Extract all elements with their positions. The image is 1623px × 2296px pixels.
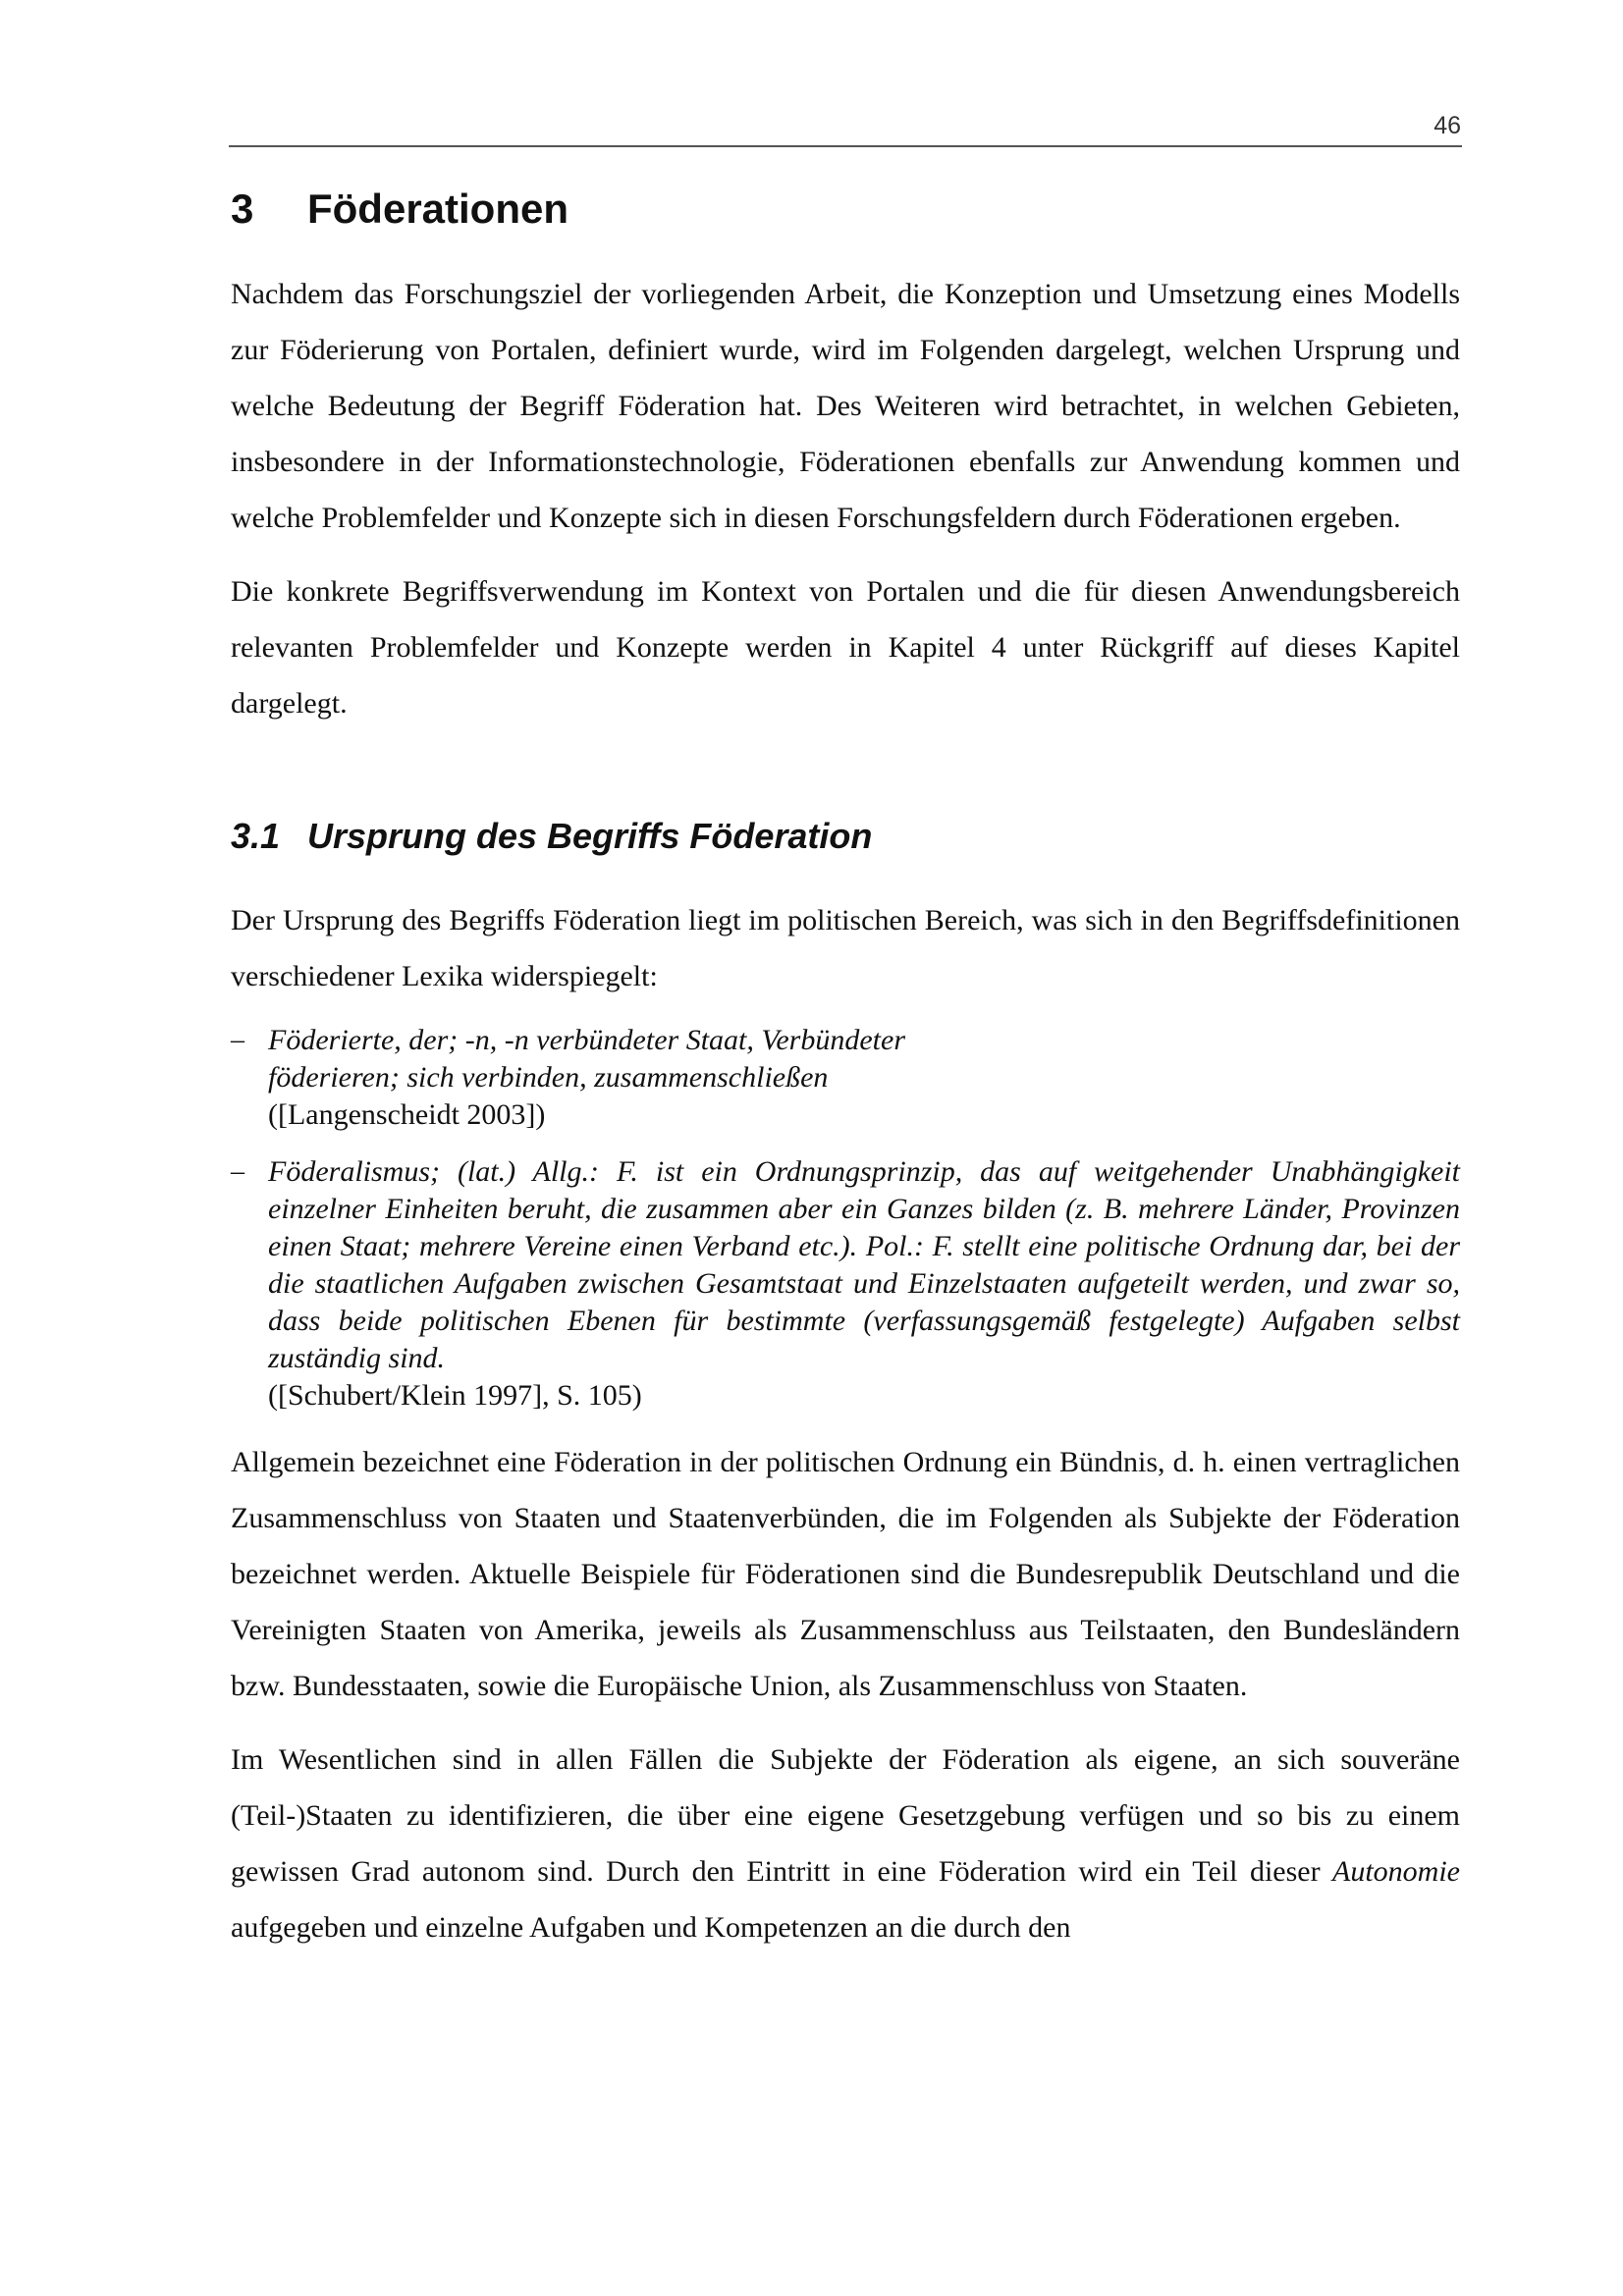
definition-citation: ([Langenscheidt 2003]) xyxy=(268,1098,546,1132)
page-number: 46 xyxy=(1434,112,1461,139)
definition-quote xyxy=(268,1022,1460,1096)
definition-item xyxy=(231,1022,1460,1134)
intro-paragraph-2: Die konkrete Begriffsverwendung im Kontext von Portalen und die für diesen Anwendungsbereich relevanten Problemfelder und Konzepte werden in Kapitel 4 unter Rückgriff auf dieses Kapitel dargelegt. xyxy=(231,574,1460,720)
definition-item xyxy=(231,1153,1460,1415)
definition-list xyxy=(231,1022,1460,1415)
chapter-number: 3 xyxy=(231,186,254,232)
body-paragraph-1: Allgemein bezeichnet eine Föderation in der politischen Ordnung ein Bündnis, d. h. einen vertraglichen Zusammenschluss von Staaten und Staatenverbünden, die im Folgenden als Subjekte der Föderation bezeichnet werden. Aktuelle Beispiele für Föderationen sind die Bundesrepublik Deutschland und die Vereinigten Staaten von Amerika, jeweils als Zusammenschluss aus Teilstaaten, den Bundesländern bzw. Bundesstaaten, sowie die Europäische Union, als Zusammenschluss von Staaten. xyxy=(231,1446,1460,1703)
bullet-dash: – xyxy=(231,1025,244,1056)
chapter-title: Föderationen xyxy=(307,186,569,232)
chapter-heading xyxy=(231,183,1460,237)
page-content xyxy=(231,183,1460,1973)
intro-paragraph-1: Nachdem das Forschungsziel der vorliegenden Arbeit, die Konzeption und Umsetzung eines Modells zur Föderierung von Portalen, definiert wurde, wird im Folgenden dargelegt, welchen Ursprung und welche Bedeutung der Begriff Föderation hat. Des Weiteren wird betrachtet, in welchen Gebieten, insbesondere in der Informationstechnologie, Föderationen ebenfalls zur Anwendung kommen und welche Problemfelder und Konzepte sich in diesen Forschungsfeldern durch Föderationen ergeben. xyxy=(231,277,1460,534)
emphasized-term: Autonomie xyxy=(1332,1855,1460,1889)
definition-citation: ([Schubert/Klein 1997], S. 105) xyxy=(268,1379,642,1413)
definition-line: Föderierte, der; -n, -n verbündeter Staat, Verbündeter xyxy=(268,1024,905,1057)
section-intro-paragraph: Der Ursprung des Begriffs Föderation liegt im politischen Bereich, was sich in den Begriffsdefinitionen verschiedener Lexika widerspiegelt: xyxy=(231,904,1460,993)
section-heading xyxy=(231,814,1460,860)
definition-line: föderieren; sich verbinden, zusammenschließen xyxy=(268,1061,829,1095)
bullet-dash: – xyxy=(231,1156,244,1188)
paragraph-text: aufgegeben und einzelne Aufgaben und Kompetenzen an die durch den xyxy=(231,1911,1071,1945)
section-number: 3.1 xyxy=(231,815,281,856)
paragraph-text: Im Wesentlichen sind in allen Fällen die Subjekte der Föderation als eigene, an sich souveräne (Teil-)Staaten zu identifizieren, die über eine eigene Gesetzgebung verfügen und so bis zu einem gewissen Grad autonom sind. Durch den Eintritt in eine Föderation wird ein Teil dieser xyxy=(231,1743,1460,1889)
header-rule xyxy=(229,145,1462,147)
section-title: Ursprung des Begriffs Föderation xyxy=(307,815,873,856)
definition-quote: Föderalismus; (lat.) Allg.: F. ist ein Ordnungsprinzip, das auf weitgehender Unabhängigkeit einzelner Einheiten beruht, die zusammen aber ein Ganzes bilden (z. B. mehrere Länder, Provinzen einen Staat; mehrere Vereine einen Verband etc.). Pol.: F. stellt eine politische Ordnung dar, bei der die staatlichen Aufgaben zwischen Gesamtstaat und Einzelstaaten aufgeteilt werden, und zwar so, dass beide politischen Ebenen für bestimmte (verfassungsgemäß festgelegte) Aufgaben selbst zuständig sind. xyxy=(268,1155,1460,1375)
body-paragraph-2 xyxy=(231,1732,1460,1955)
